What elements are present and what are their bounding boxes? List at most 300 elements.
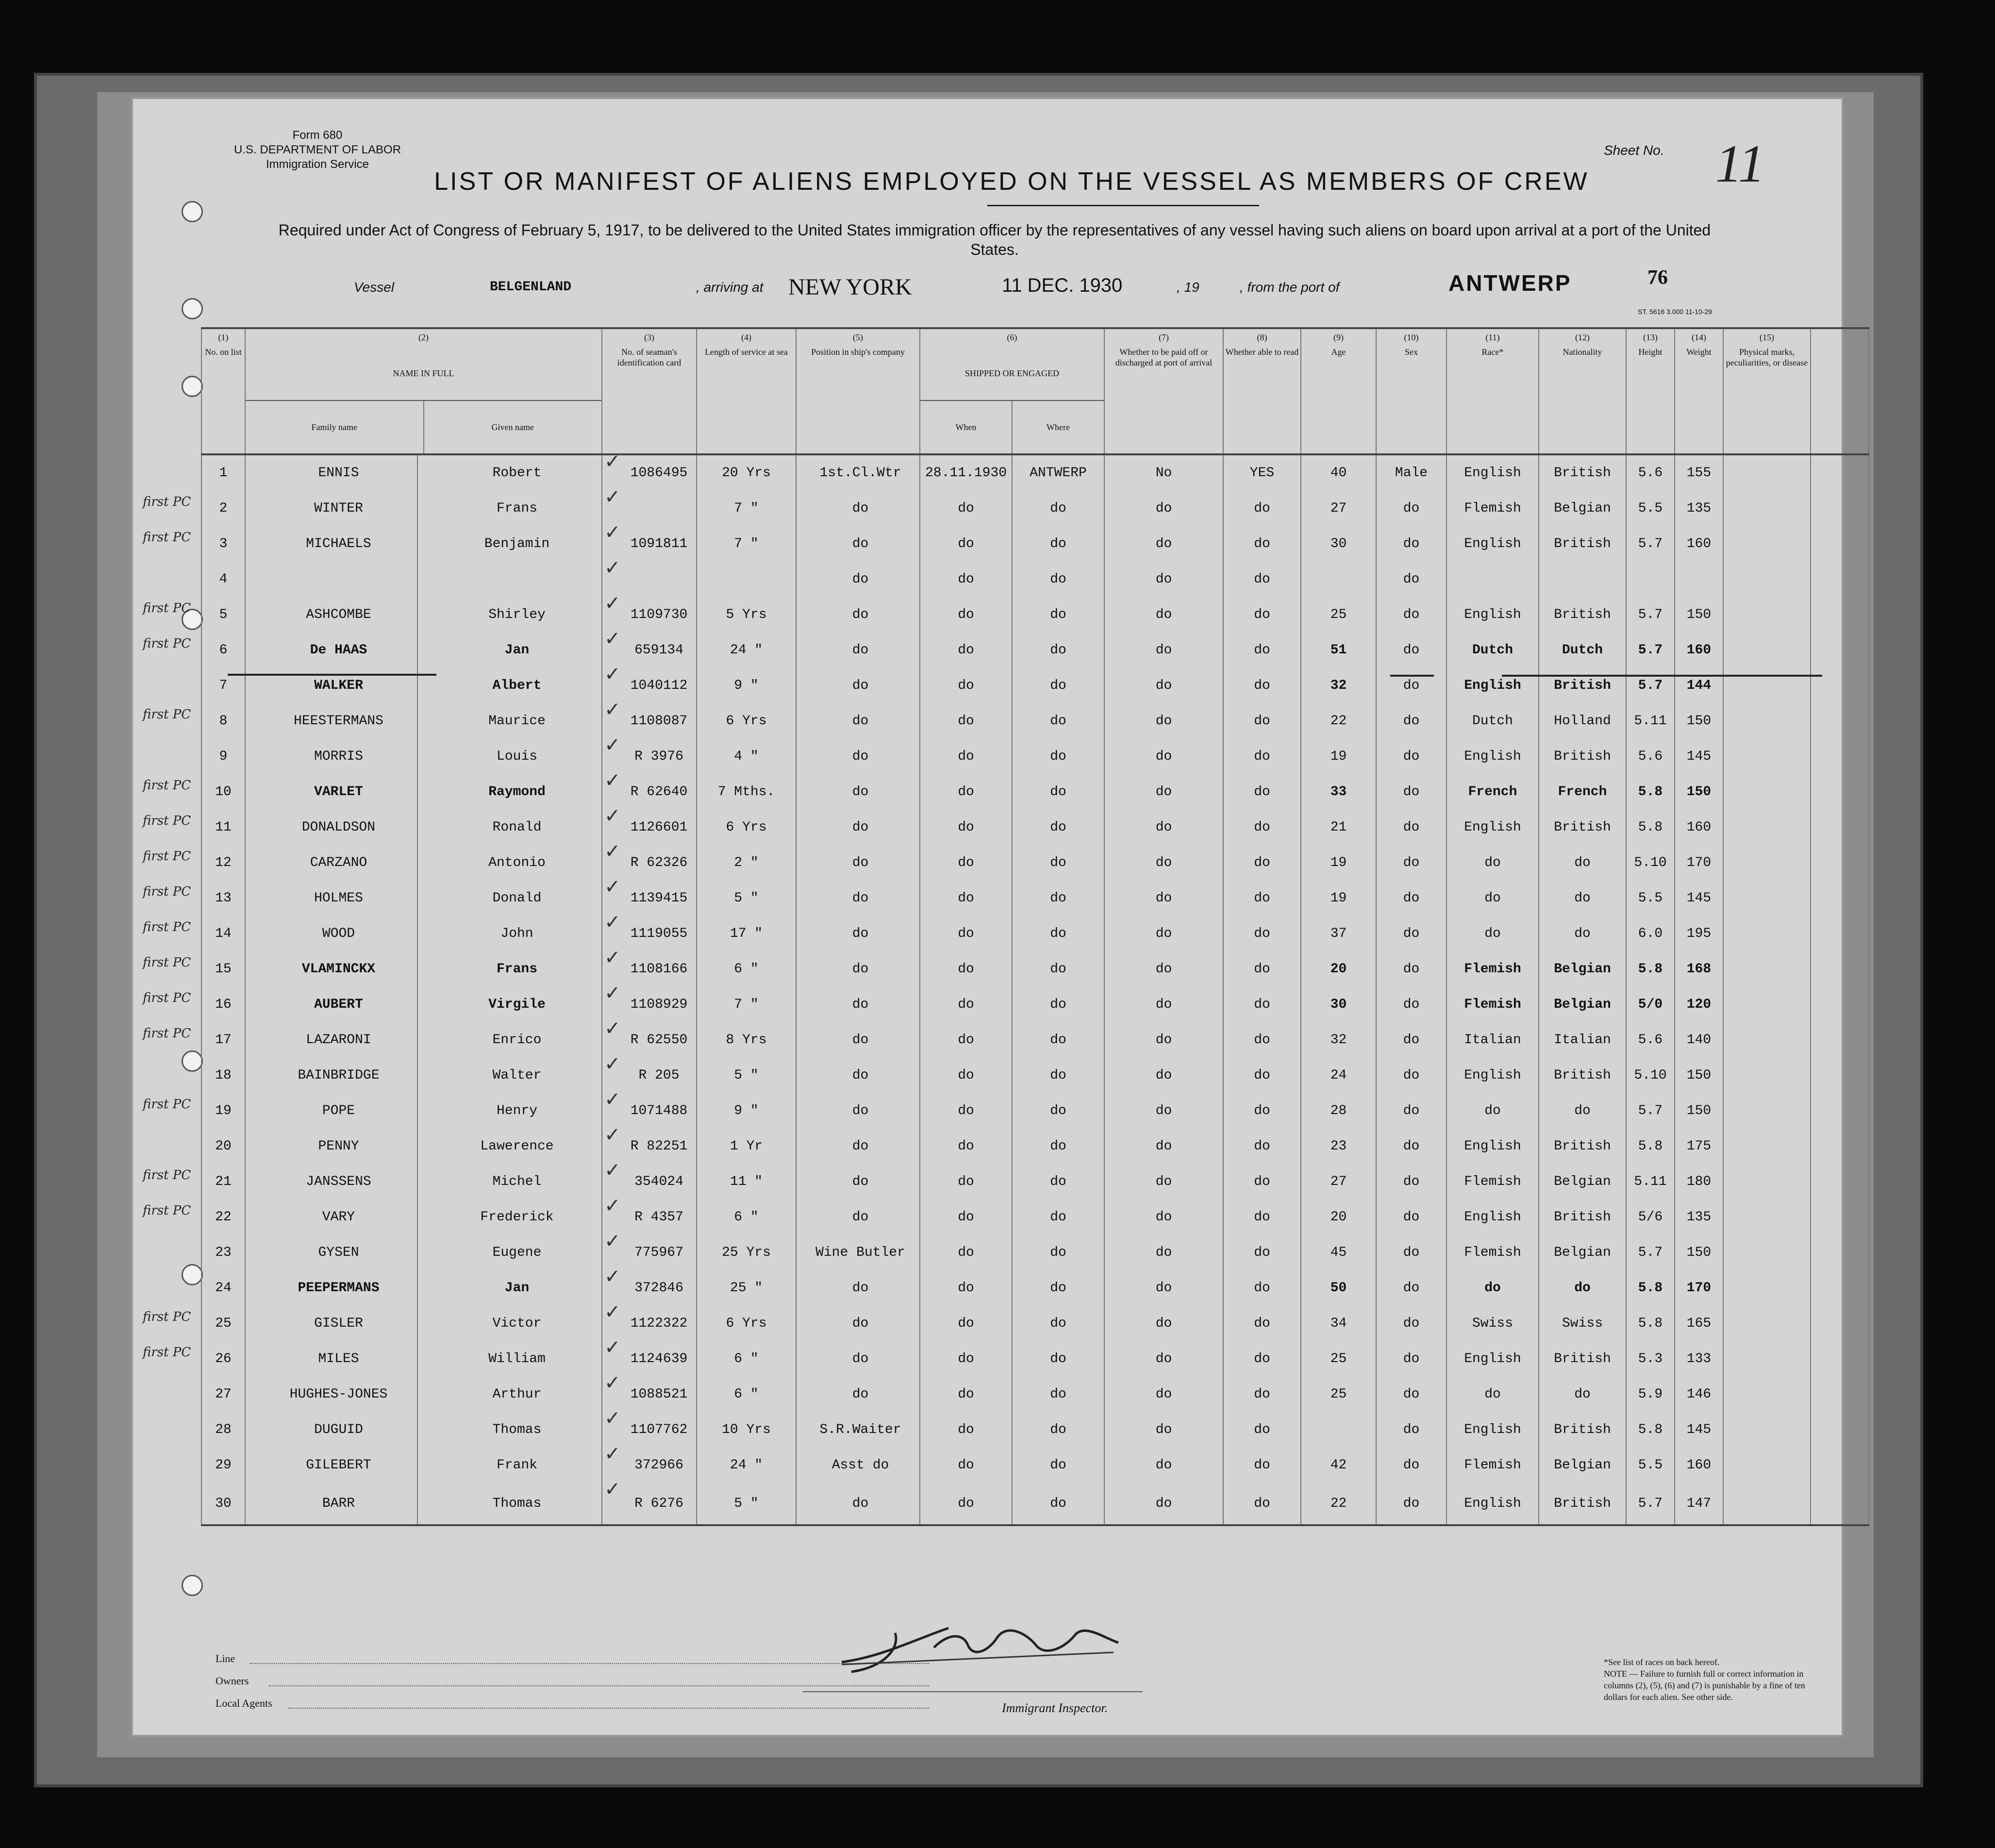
row-number (201, 1058, 245, 1093)
shipped-where: do (1012, 633, 1104, 668)
card-number-text: R 205 (638, 1068, 680, 1083)
paid-off: do (1104, 562, 1223, 597)
race: English (1446, 739, 1539, 774)
physical-marks (1723, 739, 1811, 774)
shipped-where: do (1012, 526, 1104, 562)
physical-marks (1723, 668, 1811, 703)
row-number (201, 1306, 245, 1341)
nationality: British (1539, 668, 1626, 703)
blank-cell (1811, 703, 1869, 739)
col-num-13: (13) (1626, 328, 1675, 347)
family-name: MICHAELS (245, 526, 417, 562)
header-given-name: Given name (423, 401, 602, 453)
blank-cell (1811, 739, 1869, 774)
weight: 150 (1675, 1093, 1723, 1129)
physical-marks (1723, 1022, 1811, 1058)
col-num-11: (11) (1446, 328, 1539, 347)
checkmark-icon: ✓ (604, 668, 621, 685)
blank-cell (1811, 1377, 1869, 1412)
family-name: GILEBERT (245, 1448, 417, 1483)
row-number-text: 15 (215, 962, 232, 977)
header-name-in-full (245, 347, 602, 454)
length-of-service: 9 " (697, 1093, 796, 1129)
physical-marks (1723, 1164, 1811, 1199)
ship-position: do (796, 1058, 920, 1093)
sex: do (1376, 526, 1446, 562)
immigrant-inspector-label: Immigrant Inspector. (1002, 1701, 1108, 1715)
ship-position: do (796, 597, 920, 633)
row-number-text: 8 (219, 714, 228, 729)
shipped-when: do (920, 1022, 1012, 1058)
blank-cell (1811, 1199, 1869, 1235)
race: Flemish (1446, 1164, 1539, 1199)
sex: do (1376, 491, 1446, 526)
weight: 150 (1675, 703, 1723, 739)
nationality: do (1539, 1377, 1626, 1412)
checkmark-icon: ✓ (604, 774, 621, 792)
owners-field (269, 1685, 929, 1686)
shipped-where: do (1012, 597, 1104, 633)
able-to-read: do (1223, 1412, 1301, 1448)
shipped-when: do (920, 1448, 1012, 1483)
seaman-card-number (602, 951, 697, 987)
checkmark-icon: ✓ (604, 1377, 621, 1394)
shipped-when: do (920, 951, 1012, 987)
row-number-text: 21 (215, 1174, 232, 1189)
ship-position: do (796, 1270, 920, 1306)
family-name: POPE (245, 1093, 417, 1129)
blank-cell (1811, 597, 1869, 633)
ship-position: do (796, 845, 920, 881)
able-to-read: do (1223, 1341, 1301, 1377)
col-num-8: (8) (1223, 328, 1301, 347)
race (1446, 562, 1539, 597)
family-name: HOLMES (245, 881, 417, 916)
age: 21 (1301, 810, 1376, 845)
table-row (201, 454, 1869, 491)
seaman-card-number (602, 810, 697, 845)
col-num-7: (7) (1104, 328, 1223, 347)
length-of-service: 5 " (697, 881, 796, 916)
shipped-when: do (920, 1199, 1012, 1235)
blank-cell (1811, 1483, 1869, 1525)
seaman-card-number (602, 1093, 697, 1129)
age: 34 (1301, 1306, 1376, 1341)
able-to-read: do (1223, 1199, 1301, 1235)
row-number (201, 562, 245, 597)
physical-marks (1723, 1058, 1811, 1093)
physical-marks (1723, 526, 1811, 562)
given-name: Henry (417, 1093, 602, 1129)
given-name: Donald (417, 881, 602, 916)
shipped-when: do (920, 1164, 1012, 1199)
shipped-when: do (920, 633, 1012, 668)
blank-cell (1811, 1341, 1869, 1377)
shipped-where: do (1012, 739, 1104, 774)
paid-off: do (1104, 597, 1223, 633)
weight: 195 (1675, 916, 1723, 951)
height: 6.0 (1626, 916, 1675, 951)
col-num-15: (15) (1723, 328, 1811, 347)
strike-line (1390, 675, 1434, 677)
shipped-where: do (1012, 1377, 1104, 1412)
seaman-card-number (602, 668, 697, 703)
height: 5.10 (1626, 845, 1675, 881)
row-number (201, 703, 245, 739)
ship-position: do (796, 881, 920, 916)
shipped-where: do (1012, 703, 1104, 739)
card-number-text: 659134 (634, 643, 683, 658)
row-number-text: 27 (215, 1387, 232, 1402)
physical-marks (1723, 1235, 1811, 1270)
blank-cell (1811, 951, 1869, 987)
arriving-label: , arriving at (696, 280, 764, 295)
footnote (1604, 1656, 1817, 1703)
shipped-where: ANTWERP (1012, 454, 1104, 491)
able-to-read: do (1223, 916, 1301, 951)
physical-marks (1723, 597, 1811, 633)
sex: do (1376, 774, 1446, 810)
weight: 160 (1675, 526, 1723, 562)
header-physical-marks: Physical marks, peculiarities, or disease (1723, 347, 1811, 454)
margin-annotation: first PC (143, 884, 191, 899)
weight (1675, 562, 1723, 597)
seaman-card-number (602, 597, 697, 633)
sex: do (1376, 633, 1446, 668)
shipped-when: do (920, 1341, 1012, 1377)
sex: do (1376, 739, 1446, 774)
seaman-card-number (602, 739, 697, 774)
checkmark-icon: ✓ (604, 810, 621, 827)
table-row (201, 1022, 1869, 1058)
seaman-card-number (602, 1235, 697, 1270)
checkmark-icon: ✓ (604, 1448, 621, 1465)
row-number-text: 10 (215, 784, 232, 799)
service-name: Immigration Service (266, 158, 369, 171)
sex: do (1376, 1412, 1446, 1448)
age: 19 (1301, 845, 1376, 881)
table-row (201, 1448, 1869, 1483)
nationality: British (1539, 597, 1626, 633)
form-number: Form 680 (292, 129, 343, 142)
row-number (201, 881, 245, 916)
nationality: Belgian (1539, 951, 1626, 987)
seaman-card-number (602, 1483, 697, 1525)
shipped-where: do (1012, 1270, 1104, 1306)
weight: 165 (1675, 1306, 1723, 1341)
race: Italian (1446, 1022, 1539, 1058)
paid-off: do (1104, 491, 1223, 526)
race: English (1446, 454, 1539, 491)
table-row (201, 1483, 1869, 1525)
given-name: Walter (417, 1058, 602, 1093)
height (1626, 562, 1675, 597)
card-number-text: 1139415 (630, 891, 688, 906)
given-name: Shirley (417, 597, 602, 633)
col-num-4: (4) (697, 328, 796, 347)
table-row (201, 1235, 1869, 1270)
paid-off: do (1104, 1164, 1223, 1199)
ship-position: do (796, 774, 920, 810)
card-number-text: 1122322 (630, 1316, 688, 1331)
header-height: Height (1626, 347, 1675, 454)
card-number-text: 1108087 (630, 714, 688, 729)
family-name: JANSSENS (245, 1164, 417, 1199)
footer-fields (216, 1648, 272, 1715)
weight: 135 (1675, 1199, 1723, 1235)
card-number-text: R 82251 (630, 1139, 688, 1154)
form-header (172, 128, 463, 172)
nationality: Belgian (1539, 1164, 1626, 1199)
race: English (1446, 1199, 1539, 1235)
shipped-when: 28.11.1930 (920, 454, 1012, 491)
physical-marks (1723, 951, 1811, 987)
age: 22 (1301, 1483, 1376, 1525)
weight: 135 (1675, 491, 1723, 526)
race: English (1446, 597, 1539, 633)
card-number-text: R 62640 (630, 784, 688, 799)
given-name: Louis (417, 739, 602, 774)
nationality: do (1539, 881, 1626, 916)
signature-line (803, 1691, 1143, 1692)
header-able-read: Whether able to read (1223, 347, 1301, 454)
weight: 175 (1675, 1129, 1723, 1164)
able-to-read: do (1223, 845, 1301, 881)
family-name: MILES (245, 1341, 417, 1377)
shipped-where: do (1012, 916, 1104, 951)
sheet-label: Sheet No. (1604, 143, 1664, 158)
departure-port: ANTWERP (1448, 270, 1572, 296)
nationality: do (1539, 1270, 1626, 1306)
length-of-service: 24 " (697, 633, 796, 668)
row-number-text: 25 (215, 1316, 232, 1331)
paid-off: do (1104, 703, 1223, 739)
ship-position: do (796, 1341, 920, 1377)
family-name: WOOD (245, 916, 417, 951)
race: Swiss (1446, 1306, 1539, 1341)
manifest-sheet (131, 97, 1844, 1737)
length-of-service: 10 Yrs (697, 1412, 796, 1448)
header-weight: Weight (1675, 347, 1723, 454)
seaman-card-number (602, 1199, 697, 1235)
length-of-service: 8 Yrs (697, 1022, 796, 1058)
race: Flemish (1446, 1235, 1539, 1270)
sex: do (1376, 1093, 1446, 1129)
given-name: Jan (417, 633, 602, 668)
length-of-service: 24 " (697, 1448, 796, 1483)
header-nationality: Nationality (1539, 347, 1626, 454)
length-of-service: 6 " (697, 1199, 796, 1235)
margin-annotation: first PC (143, 636, 191, 651)
shipped-where: do (1012, 881, 1104, 916)
able-to-read: do (1223, 1306, 1301, 1341)
shipped-where: do (1012, 1129, 1104, 1164)
shipped-when: do (920, 562, 1012, 597)
height: 5.8 (1626, 1270, 1675, 1306)
seaman-card-number (602, 1448, 697, 1483)
shipped-when: do (920, 1270, 1012, 1306)
table-row (201, 810, 1869, 845)
physical-marks (1723, 1129, 1811, 1164)
length-of-service: 5 " (697, 1058, 796, 1093)
row-number (201, 1377, 245, 1412)
paid-off: do (1104, 916, 1223, 951)
family-name: DONALDSON (245, 810, 417, 845)
able-to-read: do (1223, 703, 1301, 739)
nationality: British (1539, 739, 1626, 774)
paid-off: do (1104, 1448, 1223, 1483)
race: do (1446, 1377, 1539, 1412)
nationality: British (1539, 1483, 1626, 1525)
card-number-text: R 62326 (630, 855, 688, 870)
length-of-service: 6 Yrs (697, 703, 796, 739)
margin-annotation: first PC (143, 1345, 191, 1360)
shipped-when: do (920, 987, 1012, 1022)
ship-position: do (796, 526, 920, 562)
given-name: Ronald (417, 810, 602, 845)
row-number (201, 1270, 245, 1306)
family-name: PENNY (245, 1129, 417, 1164)
card-number-text: 1071488 (630, 1103, 688, 1118)
nationality (1539, 562, 1626, 597)
row-number-text: 14 (215, 926, 232, 941)
checkmark-icon: ✓ (604, 987, 621, 1004)
table-row (201, 1164, 1869, 1199)
shipped-where: do (1012, 1093, 1104, 1129)
card-number-text: R 6276 (634, 1496, 683, 1511)
weight: 170 (1675, 845, 1723, 881)
table-row (201, 1377, 1869, 1412)
header-when: When (955, 422, 977, 432)
checkmark-icon: ✓ (604, 597, 621, 615)
height: 5.8 (1626, 1306, 1675, 1341)
checkmark-icon: ✓ (604, 1412, 621, 1430)
paid-off: do (1104, 633, 1223, 668)
given-name: Arthur (417, 1377, 602, 1412)
paid-off: do (1104, 774, 1223, 810)
seaman-card-number (602, 1022, 697, 1058)
row-number-text: 5 (219, 607, 228, 622)
able-to-read: do (1223, 1448, 1301, 1483)
shipped-where: do (1012, 1448, 1104, 1483)
row-number-text: 18 (215, 1068, 232, 1083)
vessel-number: 76 (1647, 266, 1668, 289)
family-name: CARZANO (245, 845, 417, 881)
paid-off: do (1104, 526, 1223, 562)
margin-annotation: first PC (143, 991, 191, 1005)
weight: 180 (1675, 1164, 1723, 1199)
margin-annotation: first PC (143, 601, 191, 616)
row-number-text: 23 (215, 1245, 232, 1260)
table-row (201, 668, 1869, 703)
margin-annotation: first PC (143, 495, 191, 509)
shipped-when: do (920, 774, 1012, 810)
age: 20 (1301, 1199, 1376, 1235)
sex: Male (1376, 454, 1446, 491)
able-to-read: do (1223, 1058, 1301, 1093)
shipped-where: do (1012, 1341, 1104, 1377)
race: Flemish (1446, 987, 1539, 1022)
ship-position: 1st.Cl.Wtr (796, 454, 920, 491)
height: 5.11 (1626, 1164, 1675, 1199)
nationality: British (1539, 1058, 1626, 1093)
sex: do (1376, 1483, 1446, 1525)
card-number-text: 372966 (634, 1458, 683, 1473)
physical-marks (1723, 881, 1811, 916)
header-where: Where (1012, 401, 1104, 453)
row-number (201, 1199, 245, 1235)
family-name: BARR (245, 1483, 417, 1525)
punch-hole (182, 1050, 203, 1072)
height: 5/0 (1626, 987, 1675, 1022)
family-name: DUGUID (245, 1412, 417, 1448)
length-of-service (697, 562, 796, 597)
age: 45 (1301, 1235, 1376, 1270)
col-num-2: (2) (245, 328, 602, 347)
table-row (201, 633, 1869, 668)
row-number (201, 1235, 245, 1270)
table-row (201, 916, 1869, 951)
race: English (1446, 1341, 1539, 1377)
shipped-when: do (920, 1377, 1012, 1412)
ship-position: do (796, 951, 920, 987)
margin-annotation: first PC (143, 1168, 191, 1182)
able-to-read: do (1223, 951, 1301, 987)
table-row (201, 951, 1869, 987)
table-row (201, 1412, 1869, 1448)
ship-position: do (796, 987, 920, 1022)
vessel-label: Vessel (354, 280, 395, 295)
family-name: GISLER (245, 1306, 417, 1341)
able-to-read: do (1223, 1129, 1301, 1164)
nationality: do (1539, 1093, 1626, 1129)
seaman-card-number (602, 454, 697, 491)
col-num-3: (3) (602, 328, 697, 347)
header-no-on-list: No. on list (201, 347, 245, 454)
shipped-where: do (1012, 1199, 1104, 1235)
seaman-card-number (602, 845, 697, 881)
height: 5.7 (1626, 633, 1675, 668)
seaman-card-number (602, 491, 697, 526)
given-name: Frederick (417, 1199, 602, 1235)
row-number-text: 22 (215, 1210, 232, 1225)
paid-off: do (1104, 1341, 1223, 1377)
card-number-text: R 4357 (634, 1210, 683, 1225)
checkmark-icon: ✓ (604, 1483, 621, 1500)
age: 30 (1301, 526, 1376, 562)
col-num-6: (6) (920, 328, 1104, 347)
blank-cell (1811, 526, 1869, 562)
length-of-service: 4 " (697, 739, 796, 774)
age: 23 (1301, 1129, 1376, 1164)
height: 5.10 (1626, 1058, 1675, 1093)
table-row (201, 739, 1869, 774)
family-name: De HAAS (245, 633, 417, 668)
punch-hole (182, 298, 203, 319)
given-name: Michel (417, 1164, 602, 1199)
length-of-service: 25 " (697, 1270, 796, 1306)
length-of-service: 5 Yrs (697, 597, 796, 633)
height: 5.8 (1626, 951, 1675, 987)
shipped-when: do (920, 845, 1012, 881)
table-row (201, 774, 1869, 810)
sex: do (1376, 845, 1446, 881)
length-of-service: 6 Yrs (697, 1306, 796, 1341)
row-number (201, 1164, 245, 1199)
weight: 150 (1675, 1235, 1723, 1270)
physical-marks (1723, 454, 1811, 491)
margin-annotation: first PC (143, 1026, 191, 1041)
